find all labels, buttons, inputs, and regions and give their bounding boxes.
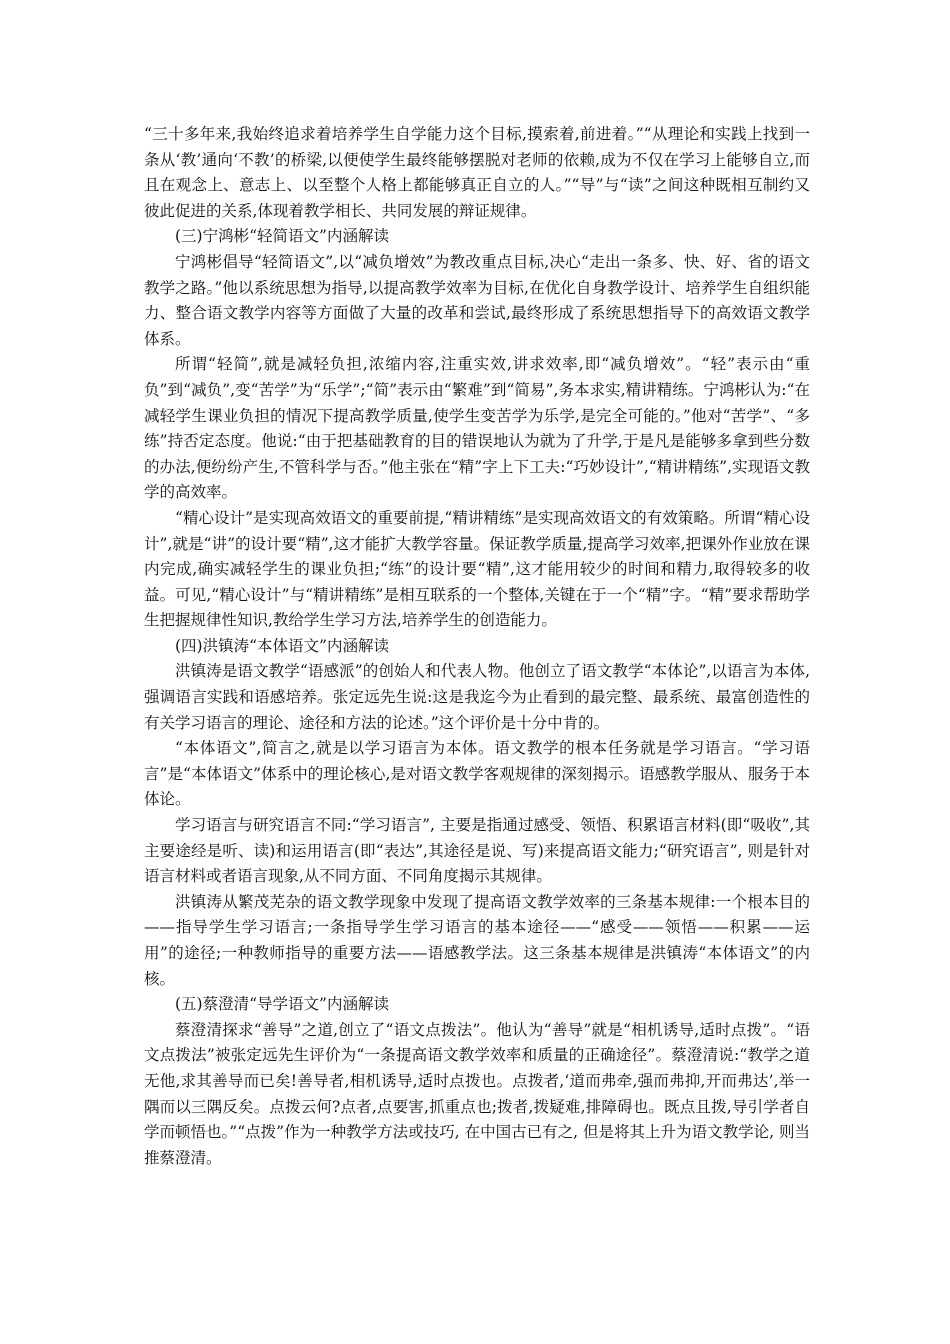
body-paragraph: “本体语文”,简言之,就是以学习语言为本体。语文教学的根本任务就是学习语言。“学习语言”是“本体语文”体系中的理论核心,是对语文教学客观规律的深刻揭示。语感教学服从、服务于本体论。 [144,739,810,809]
section-heading: (三)宁鸿彬“轻简语文”内涵解读 [175,227,389,246]
body-paragraph: 洪镇涛从繁茂芜杂的语文教学现象中发现了提高语文教学效率的三条基本规律:一个根本目的——指导学生学习语言;一条指导学生学习语言的基本途径——“感受——领悟——积累——运用”的途径;一种教师指导的重要方法——语感教学法。这三条基本规律是洪镇涛“本体语文”的内核。 [144,892,810,988]
body-paragraph: 宁鸿彬倡导“轻简语文”,以“减负增效”为教改重点目标,决心“走出一条多、快、好、省的语文教学之路。”他以系统思想为指导,以提高教学效率为目标,在优化自身教学设计、培养学生自组织能力、整合语文教学内容等方面做了大量的改革和尝试,最终形成了系统思想指导下的高效语文教学体系。 [144,252,810,348]
body-paragraph: 学习语言与研究语言不同:“学习语言”, 主要是指通过感受、领悟、积累语言材料(即“吸收”,其主要途经是听、读)和运用语言(即“表达”,其途径是说、写)来提高语文能力;“研究语言”, 则是针对语言材料或者语言现象,从不同方面、不同角度揭示其规律。 [144,816,810,886]
body-paragraph: “三十多年来,我始终追求着培养学生自学能力这个目标,摸索着,前进着。”“从理论和实践上找到一条从‘教’通向‘不教’的桥梁,以便使学生最终能够摆脱对老师的依赖,成为不仅在学习上能够自立,而且在观念上、意志上、以至整个人格上都能够真正自立的人。”“导”与“读”之间这种既相互制约又彼此促进的关系,体现着教学相长、共同发展的辩证规律。 [144,125,810,220]
section-heading: (四)洪镇涛“本体语文”内涵解读 [175,636,389,655]
document-page [144,122,810,1171]
section-heading: (五)蔡澄清“导学语文”内涵解读 [175,995,389,1014]
body-paragraph: “精心设计”是实现高效语文的重要前提,“精讲精练”是实现高效语文的有效策略。所谓“精心设计”,就是“讲”的设计要“精”,这才能扩大教学容量。保证教学质量,提高学习效率,把课外作业放在课内完成,确实减轻学生的课业负担;“练”的设计要“精”,这才能用较少的时间和精力,取得较多的收益。可见,“精心设计”与“精讲精练”是相互联系的一个整体,关键在于一个“精”字。“精”要求帮助学生把握规律性知识,教给学生学习方法,培养学生的创造能力。 [144,508,810,630]
body-paragraph: 蔡澄清探求“善导”之道,创立了“语文点拨法”。他认为“善导”就是“相机诱导,适时点拨”。“语文点拨法”被张定远先生评价为“一条提高语文教学效率和质量的正确途径”。蔡澄清说:“教学之道无他,求其善导而已矣!善导者,相机诱导,适时点拨也。点拨者,‘道而弗牵,强而弗抑,开而弗达’,举一隅而以三隅反矣。点拨云何?点者,点要害,抓重点也;拨者,拨疑难,排障碍也。既点且拨,导引学者自学而顿悟也。”“点拨”作为一种教学方法或技巧, 在中国古已有之, 但是将其上升为语文教学论, 则当推蔡澄清。 [144,1020,810,1167]
body-paragraph: 所谓“轻简”,就是减轻负担,浓缩内容,注重实效,讲求效率,即“减负增效”。“轻”表示由“重负”到“减负”,变“苦学”为“乐学”;“简”表示由“繁难”到“简易”,务本求实,精讲精练。宁鸿彬认为:“在减轻学生课业负担的情况下提高教学质量,使学生变苦学为乐学,是完全可能的。”他对“苦学”、“多练”持否定态度。他说:“由于把基础教育的目的错误地认为就为了升学,于是凡是能够多拿到些分数的办法,便纷纷产生,不管科学与否。”他主张在“精”字上下工夫:“巧妙设计”,“精讲精练”,实现语文教学的高效率。 [144,355,810,502]
body-paragraph: 洪镇涛是语文教学“语感派”的创始人和代表人物。他创立了语文教学“本体论”,以语言为本体,强调语言实践和语感培养。张定远先生说:这是我迄今为止看到的最完整、最系统、最富创造性的有关学习语言的理论、途径和方法的论述。”这个评价是十分中肯的。 [144,662,810,732]
